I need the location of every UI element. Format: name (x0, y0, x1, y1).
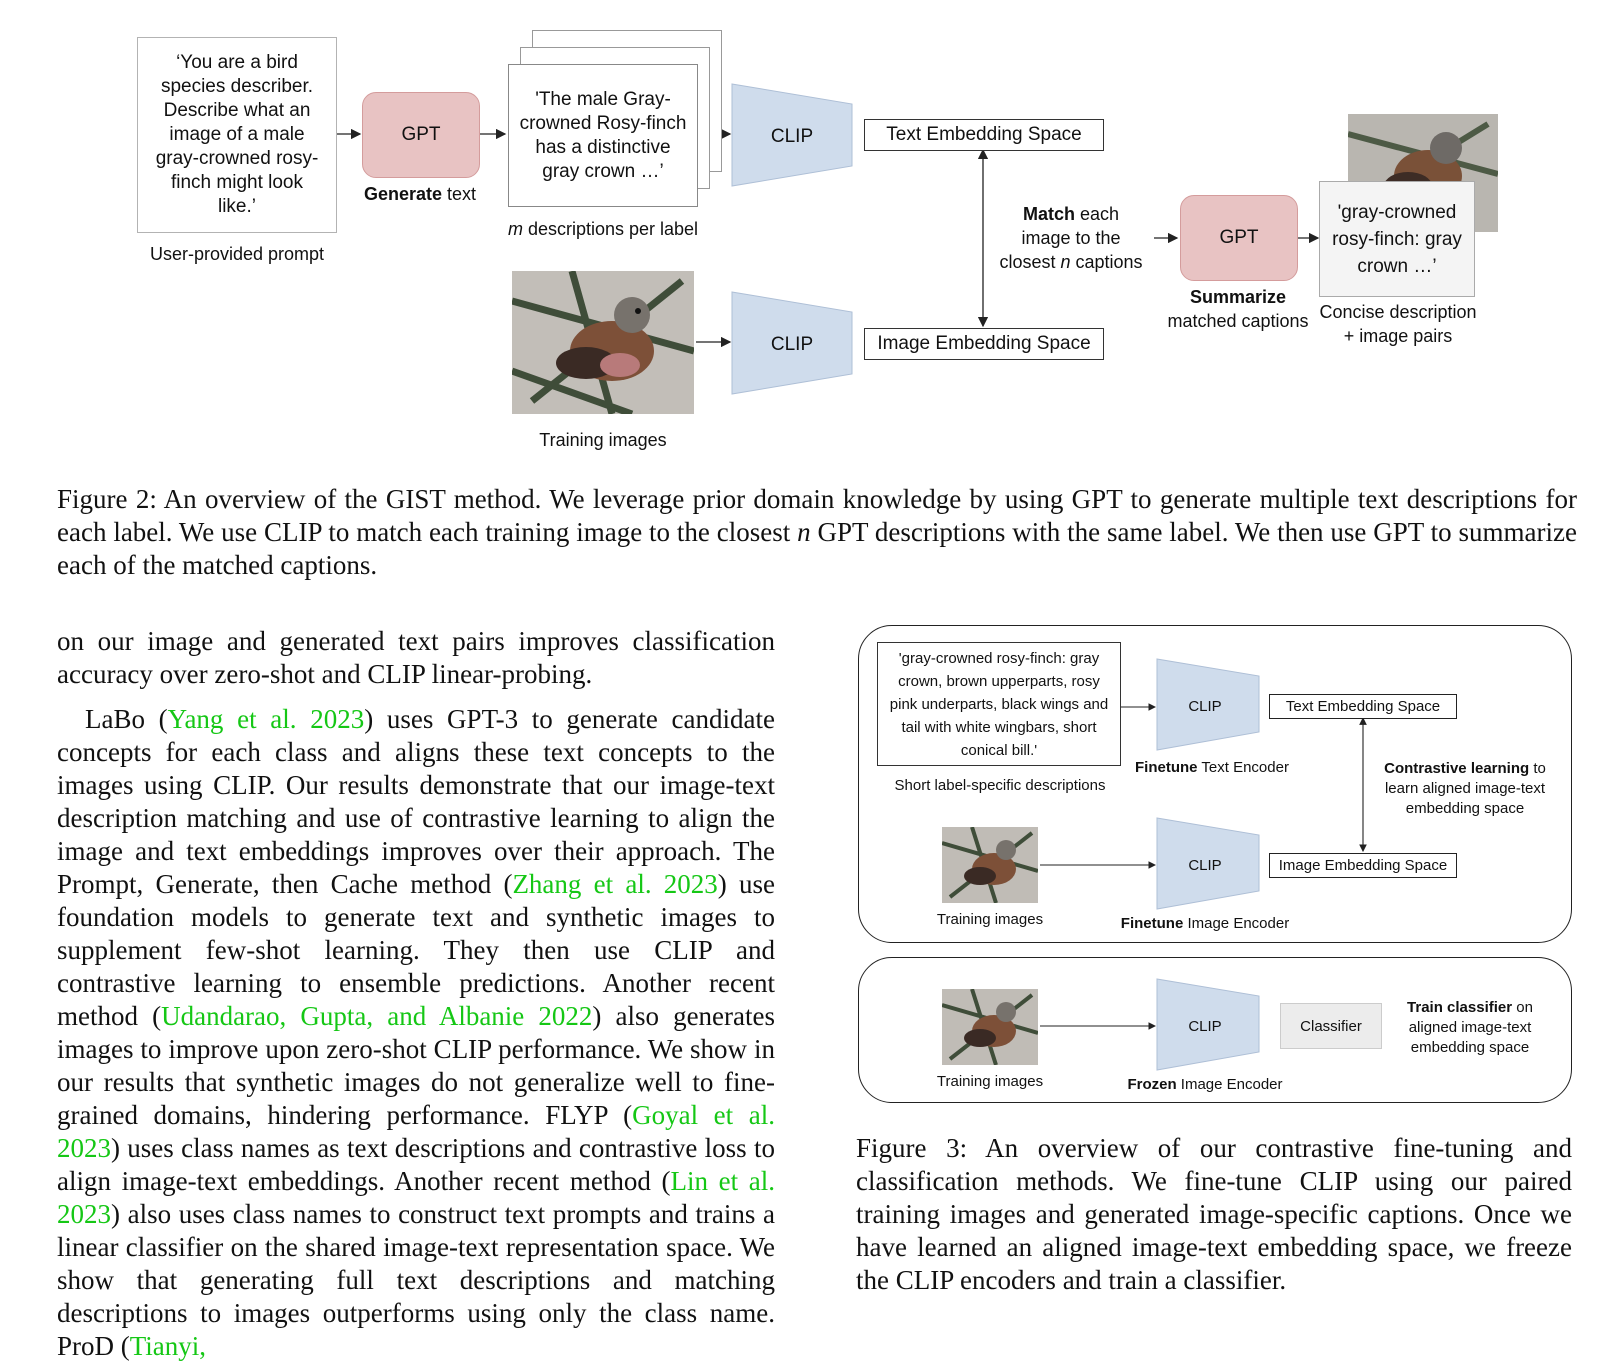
gpt-box-summarize: GPT (1180, 195, 1298, 281)
fig3-description-box: 'gray-crowned rosy-finch: gray crown, brown upperparts, rosy pink underparts, black wings and tail with white wingbars, short conical bill.' (877, 642, 1121, 766)
fig3-training-caption-1: Training images (936, 911, 1044, 928)
clip-bottom-label: CLIP (770, 334, 814, 355)
image-embedding-space: Image Embedding Space (864, 328, 1104, 360)
summarize-caption: Summarize matched captions (1167, 287, 1309, 331)
fig3-image-embedding-space: Image Embedding Space (1269, 853, 1457, 878)
prompt-caption: User-provided prompt (149, 244, 325, 264)
paragraph-1: on our image and generated text pairs improves classification accuracy over zero-shot and CLIP linear-probing. (57, 626, 775, 689)
paragraph-2: LaBo (Yang et al. 2023) uses GPT-3 to generate candidate concepts for each class and aligns these text concepts to the images using CLIP. Our results demonstrate that our image-text description matching and use of contrastive learning to align the image and text embeddings improves over their approach. The Prompt, Generate, then Cache method (Zhang et al. 2023) use foundation models to generate text and synthetic images to supplement few-shot learning. They then use CLIP and contrastive learning to ensemble predictions. Another recent method (Udandarao, Gupta, and Albanie 2022) also generates images to improve upon zero-shot CLIP performance. We show in our results that synthetic images do not generalize well to fine-grained domains, hindering performance. FLYP (Goyal et al. 2023) uses class names as text descriptions and contrastive loss to align image-text embeddings. Another recent method (Lin et al. 2023) also uses class names to construct text prompts and trains a linear classifier on the shared image-text representation space. We show that generating full text descriptions and matching descriptions to images outperforms using only the class name. ProD (Tianyi, (57, 704, 776, 1361)
bird-image-training (512, 271, 694, 414)
descriptions-per-label-caption: m descriptions per label (507, 219, 699, 239)
bird-image-small-1 (942, 827, 1038, 903)
frozen-image-encoder-caption: Frozen Image Encoder (1127, 1076, 1283, 1093)
figure-3-caption: Figure 3: An overview of our contrastive fine-tuning and classification methods. We fine-tune CLIP using our paired training images and generated image-specific captions. Once we have learned an aligned image-text embedding space, we freeze the CLIP encoders and train a classifier. (856, 1133, 1572, 1295)
citation-goyal[interactable]: Goyal et al. 2023 (57, 1100, 775, 1163)
description-box: 'The male Gray-crowned Rosy-finch has a distinctive gray crown …’ (508, 64, 698, 207)
classifier-box: Classifier (1280, 1003, 1382, 1049)
training-image (512, 271, 694, 414)
fig3-clip2-label: CLIP (1188, 857, 1222, 874)
clip-top-label: CLIP (770, 126, 814, 147)
match-caption: Match each image to the closest n captions (999, 204, 1143, 272)
prompt-box: ‘You are a bird species describer. Describe what an image of a male gray-crowned rosy-finch might look like.’ (137, 37, 337, 233)
citation-udandarao[interactable]: Udandarao, Gupta, and Albanie 2022 (161, 1001, 593, 1031)
citation-zhang[interactable]: Zhang et al. 2023 (512, 869, 718, 899)
gpt-box-generate: GPT (362, 92, 480, 178)
citation-tianyi[interactable]: Tianyi, (129, 1331, 207, 1361)
finetune-text-encoder-caption: Finetune Text Encoder (1135, 759, 1289, 776)
figure-2-caption: Figure 2: An overview of the GIST method. We leverage prior domain knowledge by using GPT to generate multiple text descriptions for each label. We use CLIP to match each training image to the closest n GPT descriptions with the same label. We then use GPT to summarize each of the matched captions. (57, 484, 1577, 580)
citation-yang[interactable]: Yang et al. 2023 (167, 704, 365, 734)
fig3-training-caption-2: Training images (936, 1073, 1044, 1090)
generate-text-caption: Generate text (363, 184, 477, 204)
fig3-clip3-label: CLIP (1188, 1018, 1222, 1035)
body-text-column (57, 625, 775, 1363)
train-classifier-caption: Train classifier on aligned image-text embedding space (1407, 999, 1533, 1056)
summary-box: 'gray-crowned rosy-finch: gray crown …’ (1319, 181, 1475, 297)
fig3-training-image-2 (942, 989, 1038, 1065)
bird-image-small-2 (942, 989, 1038, 1065)
fig3-text-embedding-space: Text Embedding Space (1269, 694, 1457, 719)
fig3-clip1-label: CLIP (1188, 698, 1222, 715)
fig3-training-image-1 (942, 827, 1038, 903)
fig3-description-caption: Short label-specific descriptions (894, 777, 1106, 794)
training-images-caption: Training images (539, 430, 667, 450)
text-embedding-space: Text Embedding Space (864, 119, 1104, 151)
citation-lin[interactable]: Lin et al. 2023 (57, 1166, 775, 1229)
finetune-image-encoder-caption: Finetune Image Encoder (1120, 915, 1290, 932)
contrastive-learning-caption: Contrastive learning to learn aligned image-text embedding space (1384, 760, 1546, 817)
concise-caption: Concise description + image pairs (1319, 302, 1477, 346)
